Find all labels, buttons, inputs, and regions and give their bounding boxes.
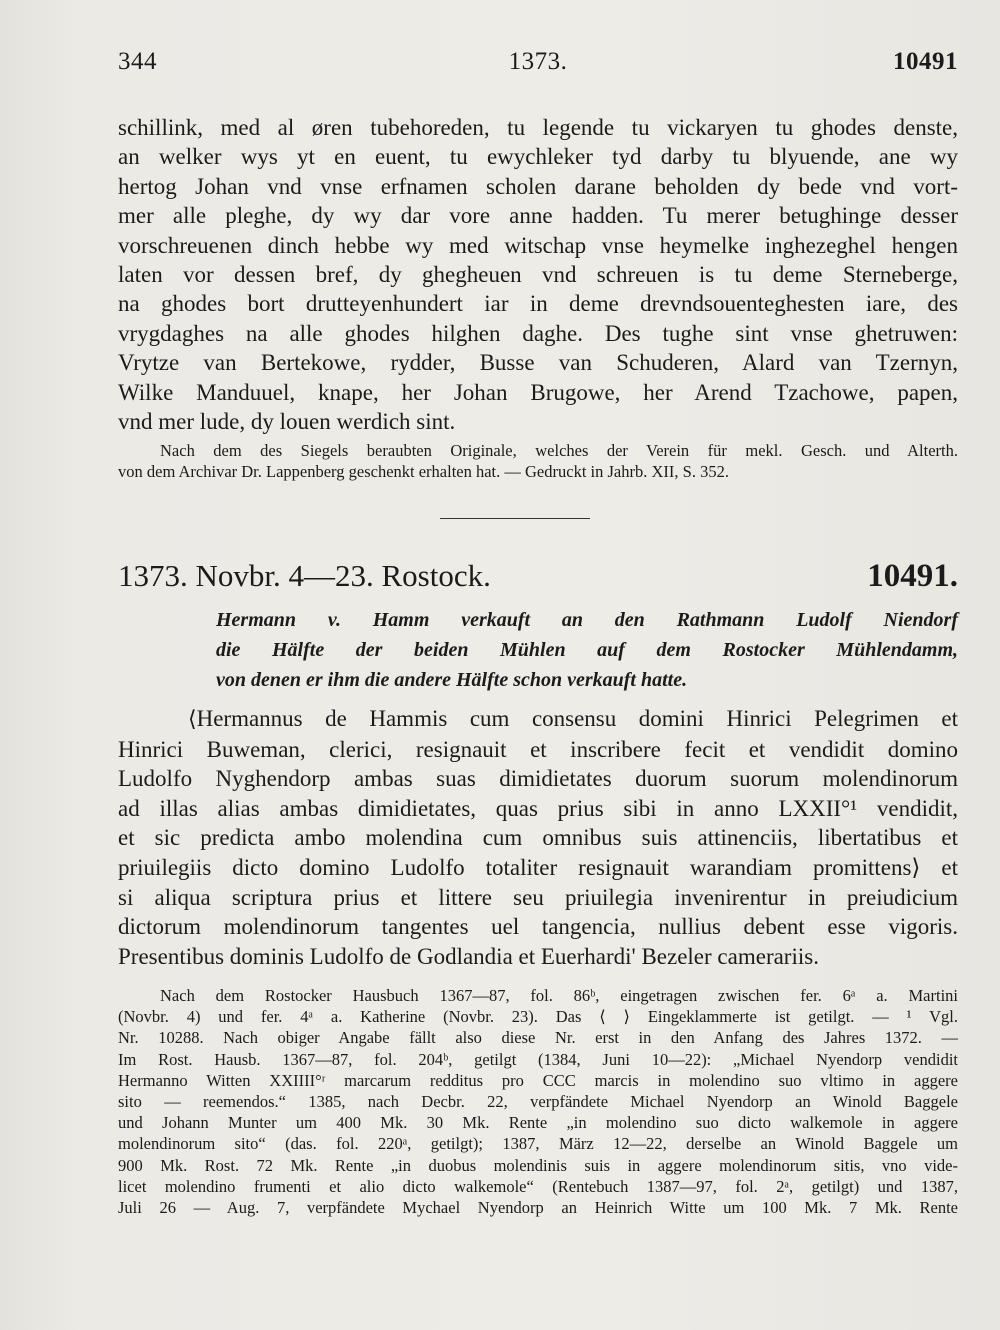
- text-line: laten vor dessen bref, dy ghegheuen vnd schreuen is tu deme Sterneberge,: [118, 262, 958, 288]
- footnote-line: molendinorum sito“ (das. fol. 220ᵃ, getilgt); 1387, März 12—22, derselbe an Winold Baggele um: [118, 1134, 958, 1154]
- opening-bracket: ⟨: [188, 707, 197, 732]
- running-head: [118, 48, 958, 84]
- text-line: dictorum molendinorum tangentes uel tangencia, nullius debent esse vigoris.: [118, 914, 958, 940]
- text-line: Ludolfo Nyghendorp ambas suas dimidietates duorum suorum molendinorum: [118, 766, 958, 792]
- text-line: ad illas alias ambas dimidietates, quas prius sibi in anno LXXII°¹ vendidit,: [118, 795, 958, 821]
- page-number: 344: [118, 48, 157, 75]
- document-number: 10491.: [867, 558, 958, 594]
- footnote-line: Nr. 10288. Nach obiger Angabe fällt also diese Nr. erst in den Anfang des Jahres 1372. —: [118, 1028, 958, 1048]
- footnote-line: und Johann Munter um 400 Mk. 30 Mk. Rente „in molendino suo dicto walkemole in aggere: [118, 1113, 958, 1133]
- footnote-line: (Novbr. 4) und fer. 4ᵃ a. Katherine (Novbr. 23). Das ⟨ ⟩ Eingeklammerte ist getilgt. — ¹ Vgl.: [118, 1007, 958, 1027]
- regest-line: die Hälfte der beiden Mühlen auf dem Rostocker Mühlendamm,: [216, 639, 958, 661]
- note-line: von dem Archivar Dr. Lappenberg geschenkt erhalten hat. — Gedruckt in Jahrb. XII, S. 352.: [118, 462, 729, 481]
- text-line: vrygdaghes na alle ghodes hilghen daghe. Des tughe sint vnse ghetruwen:: [118, 320, 958, 346]
- source-note: [118, 440, 958, 482]
- regest-line: Hermann v. Hamm verkauft an den Rathmann Ludolf Niendorf: [216, 609, 958, 631]
- text-line: schillink, med al øren tubehoreden, tu legende tu vickaryen tu ghodes denste,: [118, 115, 958, 140]
- text-line: hertog Johan vnd vnse erfnamen scholen darane beholden dy bede vnd vort-: [118, 173, 958, 199]
- running-document-number: 10491: [893, 48, 958, 75]
- continued-document-text: [118, 113, 958, 436]
- text-line: et sic predicta ambo molendina cum omnibus suis attinenciis, libertatibus et: [118, 825, 958, 851]
- text-line: [118, 704, 958, 735]
- text-line: si aliqua scriptura prius et littere seu priuilegia invenirentur in preiudicium: [118, 884, 958, 910]
- document-date-place: 1373. Novbr. 4—23. Rostock.: [118, 558, 491, 593]
- text-line: Presentibus dominis Ludolfo de Godlandia et Euerhardi' Bezeler camerariis.: [118, 943, 819, 969]
- text-line: Wilke Manduuel, knape, her Johan Brugowe, her Arend Tzachowe, papen,: [118, 379, 958, 405]
- footnote-line: Hermanno Witten XXIIII°ʳ marcarum redditus pro CCC marcis in molendino suo vltimo in aggere: [118, 1070, 958, 1090]
- footnote-line: Nach dem Rostocker Hausbuch 1367—87, fol. 86ᵇ, eingetragen zwischen fer. 6ᵃ a. Martini: [160, 986, 958, 1005]
- text-line: Hinrici Buweman, clerici, resignauit et inscribere fecit et vendidit domino: [118, 736, 958, 762]
- regest-summary: [216, 605, 958, 695]
- footnote-line: sito — reemendos.“ 1385, nach Decbr. 22, verpfändete Michael Nyendorp an Winold Baggele: [118, 1092, 958, 1112]
- text-line: an welker wys yt en euent, tu ewychleker tyd darby tu blyuende, ane wy: [118, 144, 958, 170]
- text-line: na ghodes bort drutteyenhundert iar in deme drevndsouenteghesten iare, des: [118, 291, 958, 317]
- footnote-line: 900 Mk. Rost. 72 Mk. Rente „in duobus molendinis suis in aggere molendinorum sitis, vno vide-: [118, 1155, 958, 1175]
- document-heading: [118, 558, 958, 602]
- latin-document-text: [118, 704, 958, 971]
- section-divider: [440, 518, 590, 519]
- footnote-line: licet molendino frumenti et alio dicto walkemole“ (Rentebuch 1387—97, fol. 2ᵃ, getilgt) und 1387,: [118, 1176, 958, 1196]
- text-line: priuilegiis dicto domino Ludolfo totaliter resignauit warandiam promittens⟩ et: [118, 854, 958, 880]
- text-line: mer alle pleghe, dy wy dar vore anne hadden. Tu merer betughinge desser: [118, 203, 958, 229]
- regest-line: von denen er ihm die andere Hälfte schon verkauft hatte.: [216, 669, 688, 691]
- footnote: [118, 985, 958, 1218]
- note-line: Nach dem des Siegels beraubten Originale, welches der Verein für mekl. Gesch. und Alterth.: [160, 441, 958, 460]
- running-year: 1373.: [508, 48, 568, 75]
- text-line: Vrytze van Bertekowe, rydder, Busse van Schuderen, Alard van Tzernyn,: [118, 350, 958, 376]
- footnote-line: Juli 26 — Aug. 7, verpfändete Mychael Nyendorp an Heinrich Witte um 100 Mk. 7 Mk. Rente: [118, 1198, 958, 1218]
- text-line: vorschreuenen dinch hebbe wy med witschap vnse heymelke inghezeghel hengen: [118, 232, 958, 258]
- footnote-line: Im Rost. Hausb. 1367—87, fol. 204ᵇ, getilgt (1384, Juni 10—22): „Michael Nyendorp vendidit: [118, 1049, 958, 1069]
- text-line: vnd mer lude, dy louen werdich sint.: [118, 409, 456, 435]
- text-line-content: Hermannus de Hammis cum consensu domini Hinrici Pelegrimen et: [196, 706, 958, 731]
